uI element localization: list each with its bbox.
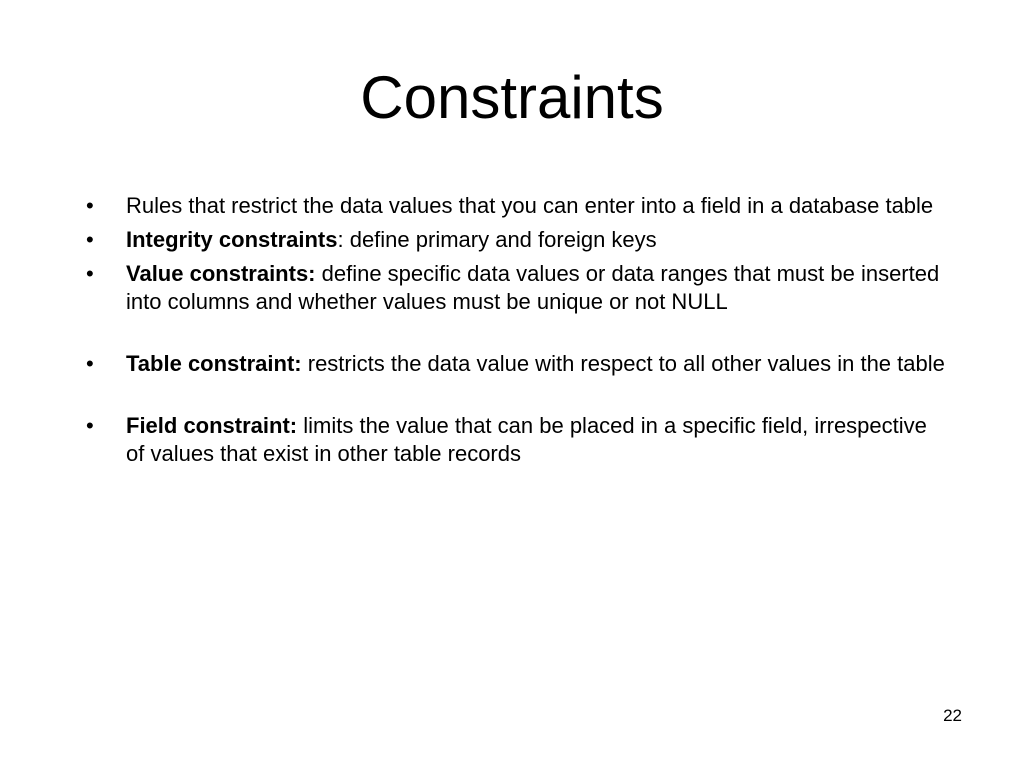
bullet-icon: • [86,351,94,376]
bullet-item-value-constraints [86,260,946,316]
bullet-bold-text: Integrity constraints [126,227,338,252]
bullet-icon: • [86,193,94,218]
bullet-text: restricts the data value with respect to all other values in the table [301,351,945,376]
bullet-list [86,192,946,474]
bullet-item-table-constraint [86,350,946,378]
bullet-bold-text: Value constraints: [126,261,316,286]
bullet-text: : define primary and foreign keys [337,227,657,252]
bullet-icon: • [86,261,94,286]
bullet-item-rules [86,192,946,220]
bullet-icon: • [86,227,94,252]
bullet-bold-text: Field constraint: [126,413,298,438]
bullet-text: define specific data values or data ranges that must be inserted into columns and whether values must be unique or not NULL [126,261,940,314]
bullet-item-field-constraint [86,412,946,468]
bullet-text: Rules that restrict the data values that you can enter into a field in a database table [126,193,934,218]
page-number: 22 [943,706,962,725]
bullet-bold-text: Table constraint: [126,351,302,376]
bullet-item-integrity-constraints [86,226,946,254]
bullet-text: limits the value that can be placed in a specific field, irrespective of values that exist in other table records [126,413,927,466]
slide-title: Constraints [360,64,664,131]
bullet-icon: • [86,413,94,438]
